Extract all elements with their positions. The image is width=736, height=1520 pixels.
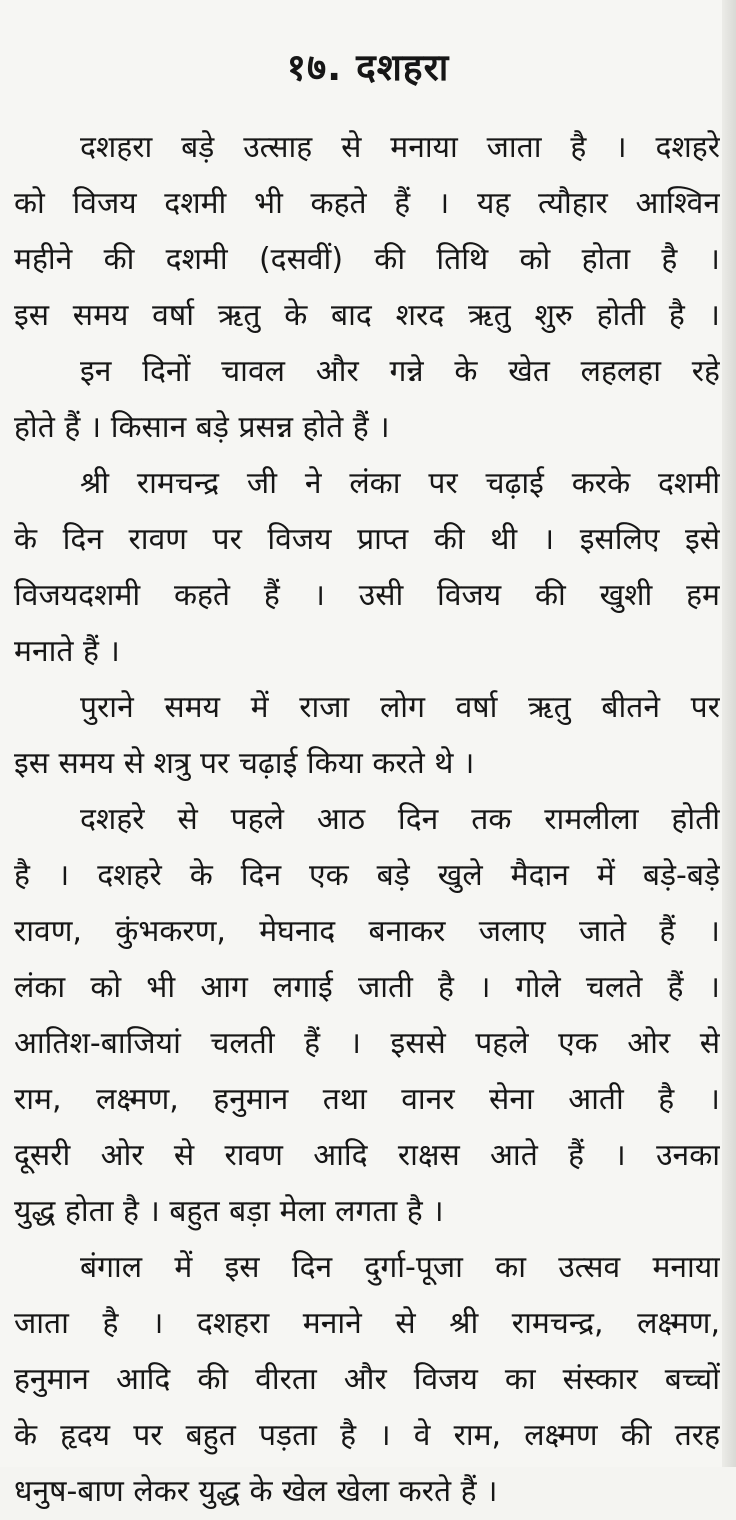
text-line: मनाते हैं । bbox=[14, 634, 120, 669]
text-line: महीने की दशमी (दसवीं) की तिथि को होता है । bbox=[14, 242, 720, 277]
text-line: के दिन रावण पर विजय प्राप्त की थी । इसलिए इसे bbox=[14, 522, 720, 557]
paragraph bbox=[14, 120, 720, 344]
text-line: धनुष-बाण लेकर युद्ध के खेल खेला करते हैं । bbox=[14, 1474, 498, 1509]
essay-body bbox=[14, 120, 720, 1520]
text-line: इस समय वर्षा ऋतु के बाद शरद ऋतु शुरु होती है । bbox=[14, 298, 720, 333]
text-line: जाता है । दशहरा मनाने से श्री रामचन्द्र, लक्ष्मण, bbox=[14, 1306, 720, 1341]
text-line: रावण, कुंभकरण, मेघनाद बनाकर जलाए जाते हैं । bbox=[14, 914, 720, 949]
text-line: दशहरे से पहले आठ दिन तक रामलीला होती bbox=[80, 802, 720, 837]
paragraph bbox=[14, 1240, 720, 1520]
paragraph bbox=[14, 680, 720, 792]
text-line: बंगाल में इस दिन दुर्गा-पूजा का उत्सव मनाया bbox=[80, 1250, 720, 1285]
paragraph bbox=[14, 456, 720, 680]
text-line: विजयदशमी कहते हैं । उसी विजय की खुशी हम bbox=[14, 578, 720, 613]
text-line: इस समय से शत्रु पर चढ़ाई किया करते थे । bbox=[14, 746, 475, 781]
page-edge-shadow bbox=[722, 0, 736, 1467]
text-line: आतिश-बाजियां चलती हैं । इससे पहले एक ओर से bbox=[14, 1026, 720, 1061]
text-line: युद्ध होता है । बहुत बड़ा मेला लगता है । bbox=[14, 1194, 444, 1229]
page-title: १७. दशहरा bbox=[286, 46, 450, 89]
text-line: है । दशहरे के दिन एक बड़े खुले मैदान में बड़े-बड़े bbox=[14, 858, 720, 893]
paragraph bbox=[14, 344, 720, 456]
text-line: इन दिनों चावल और गन्ने के खेत लहलहा रहे bbox=[80, 354, 720, 389]
text-line: लंका को भी आग लगाई जाती है । गोले चलते हैं । bbox=[14, 970, 720, 1005]
text-line: हनुमान आदि की वीरता और विजय का संस्कार बच्चों bbox=[14, 1362, 720, 1397]
text-line: के हृदय पर बहुत पड़ता है । वे राम, लक्ष्मण की तरह bbox=[14, 1418, 720, 1453]
text-line: पुराने समय में राजा लोग वर्षा ऋतु बीतने पर bbox=[80, 690, 720, 725]
text-line: दशहरा बड़े उत्साह से मनाया जाता है । दशहरे bbox=[80, 130, 720, 165]
text-line: होते हैं । किसान बड़े प्रसन्न होते हैं । bbox=[14, 410, 390, 445]
text-line: श्री रामचन्द्र जी ने लंका पर चढ़ाई करके दशमी bbox=[80, 466, 720, 501]
text-line: दूसरी ओर से रावण आदि राक्षस आते हैं । उनका bbox=[14, 1138, 720, 1173]
paragraph bbox=[14, 792, 720, 1240]
text-line: राम, लक्ष्मण, हनुमान तथा वानर सेना आती है । bbox=[14, 1082, 720, 1117]
text-line: को विजय दशमी भी कहते हैं । यह त्यौहार आश्विन bbox=[14, 186, 720, 221]
